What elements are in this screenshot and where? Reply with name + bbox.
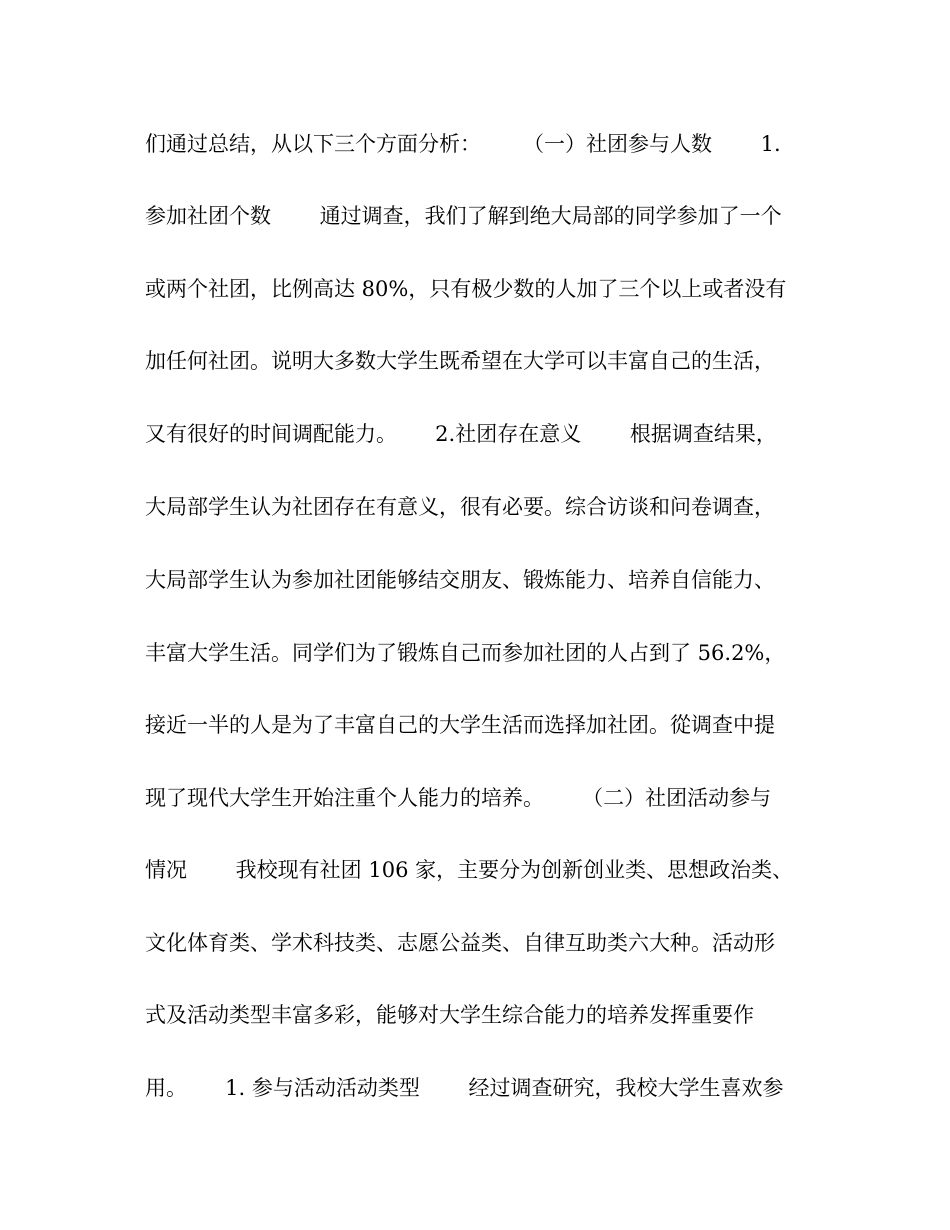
- paragraph-line: 式及活动类型丰富多彩，能够对大学生综合能力的培养发挥重要作: [145, 1003, 754, 1027]
- paragraph-line: 丰富大学生活。同学们为了锻炼自己而参加社团的人占到了 56.2%，: [145, 641, 786, 665]
- paragraph-line: 大局部学生认为参加社团能够结交朋友、锻炼能力、培养自信能力、: [145, 568, 775, 592]
- paragraph-line: 又有很好的时间调配能力。 2.社团存在意义 根据调查结果，: [145, 422, 777, 446]
- paragraph-line: 文化体育类、学术科技类、志愿公益类、自律互助类六大种。活动形: [145, 931, 775, 955]
- paragraph-line: 现了现代大学生开始注重个人能力的培养。 （二）社团活动参与: [145, 786, 772, 810]
- paragraph-line: 接近一半的人是为了丰富自己的大学生活而选择加社团。從调查中提: [145, 713, 775, 737]
- paragraph-line: 用。 1. 参与活动活动类型 经过调查研究，我校大学生喜欢参: [145, 1076, 784, 1100]
- paragraph-line: 参加社团个数 通过调查，我们了解到绝大局部的同学参加了一个: [145, 204, 782, 228]
- paragraph-line: 或两个社团，比例高达 80%，只有极少数的人加了三个以上或者没有: [145, 277, 787, 301]
- paragraph-line: 大局部学生认为社团存在有意义，很有必要。综合访谈和问卷调查，: [145, 495, 775, 519]
- paragraph-line: 加任何社团。说明大多数大学生既希望在大学可以丰富自己的生活，: [145, 349, 775, 373]
- paragraph-line: 情况 我校现有社团 106 家，主要分为创新创业类、思想政治类、: [145, 858, 794, 882]
- paragraph-line: 们通过总结，从以下三个方面分析： （一）社团参与人数 1.: [145, 132, 781, 156]
